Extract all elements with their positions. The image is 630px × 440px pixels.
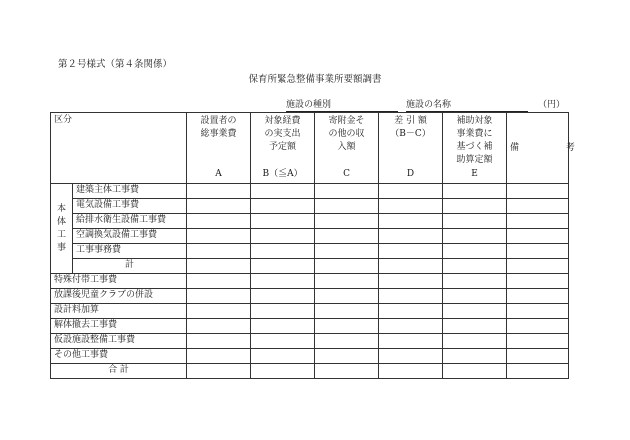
col-letter: B（≦A） (262, 169, 303, 180)
table-cell[interactable] (507, 319, 569, 334)
col-header-a (187, 113, 251, 184)
table-row (51, 289, 569, 304)
table-cell[interactable] (251, 364, 315, 379)
table-cell[interactable] (379, 199, 443, 214)
table-row (51, 274, 569, 289)
col-header-line: の実支出 (264, 129, 301, 139)
row-label: 仮設施設整備工事費 (51, 334, 187, 349)
table-cell[interactable] (251, 259, 315, 274)
budget-table (50, 112, 597, 379)
row-label: 電気設備工事費 (73, 199, 187, 214)
col-header-line: 総事業費 (200, 129, 237, 139)
table-cell[interactable] (315, 214, 379, 229)
table-cell[interactable] (187, 304, 251, 319)
table-cell[interactable] (443, 319, 507, 334)
table-cell[interactable] (251, 229, 315, 244)
col-header-remarks (507, 113, 597, 184)
category-header-label: 区分 (54, 115, 73, 125)
table-cell[interactable] (251, 334, 315, 349)
table-cell[interactable] (187, 214, 251, 229)
table-cell[interactable] (187, 259, 251, 274)
col-header-line: （B－C） (390, 129, 431, 139)
table-cell[interactable] (315, 244, 379, 259)
table-cell[interactable] (379, 304, 443, 319)
table-cell[interactable] (315, 184, 379, 199)
col-header-line: 事業費に (456, 129, 493, 139)
table-row (51, 229, 569, 244)
table-cell[interactable] (315, 259, 379, 274)
table-cell[interactable] (379, 244, 443, 259)
col-letter: C (343, 169, 350, 180)
table-cell[interactable] (315, 304, 379, 319)
unit-label: （円） (538, 100, 566, 110)
row-label: 空調換気設備工事費 (73, 229, 187, 244)
table-cell[interactable] (443, 304, 507, 319)
table-cell[interactable] (187, 319, 251, 334)
table-row (51, 319, 569, 334)
table-cell[interactable] (315, 334, 379, 349)
table-row (51, 334, 569, 349)
col-header-line: 助算定額 (456, 155, 493, 165)
col-header-line: 差 引 額 (394, 116, 427, 126)
row-label: 設計料加算 (51, 304, 187, 319)
table-cell[interactable] (443, 244, 507, 259)
table-cell[interactable] (507, 289, 569, 304)
col-header-line: 補助対象 (456, 116, 493, 126)
col-letter: E (471, 169, 478, 180)
table-cell[interactable] (507, 304, 569, 319)
table-row (51, 184, 569, 199)
table-cell[interactable] (251, 274, 315, 289)
table-cell[interactable] (315, 289, 379, 304)
group-label (51, 184, 73, 274)
table-cell[interactable] (187, 349, 251, 364)
table-cell[interactable] (507, 364, 569, 379)
table-cell[interactable] (443, 334, 507, 349)
col-header-line: 備 考 (510, 143, 597, 154)
group-label-char: 本 (57, 203, 67, 214)
col-header-c (315, 113, 379, 184)
table-cell[interactable] (187, 289, 251, 304)
table-row (51, 349, 569, 364)
col-letter: D (406, 169, 415, 180)
group-label-char: 体 (57, 216, 67, 227)
table-cell[interactable] (507, 229, 569, 244)
table-cell[interactable] (507, 349, 569, 364)
row-label: その他工事費 (51, 349, 187, 364)
table-cell[interactable] (251, 304, 315, 319)
col-header-line: 予定額 (269, 142, 297, 152)
table-cell[interactable] (187, 184, 251, 199)
table-cell[interactable] (507, 199, 569, 214)
table-cell[interactable] (379, 229, 443, 244)
facility-name-label: 施設の名称 (406, 100, 452, 110)
col-header-d (379, 113, 443, 184)
col-letter: A (215, 169, 222, 180)
group-label-char: 事 (57, 242, 67, 253)
table-cell[interactable] (443, 184, 507, 199)
total-label: 合 計 (51, 364, 187, 379)
table-cell[interactable] (187, 334, 251, 349)
table-cell[interactable] (507, 334, 569, 349)
table-cell[interactable] (379, 349, 443, 364)
row-label: 放課後児童クラブの併設 (51, 289, 187, 304)
table-cell[interactable] (315, 199, 379, 214)
col-header-line: 入額 (337, 142, 356, 152)
table-cell[interactable] (251, 349, 315, 364)
table-cell[interactable] (187, 364, 251, 379)
row-label: 建築主体工事費 (73, 184, 187, 199)
table-cell[interactable] (507, 259, 569, 274)
table-cell[interactable] (379, 319, 443, 334)
table-cell[interactable] (251, 244, 315, 259)
table-cell[interactable] (507, 214, 569, 229)
table-cell[interactable] (379, 274, 443, 289)
table-cell[interactable] (251, 184, 315, 199)
total-row (51, 364, 569, 379)
table-row (51, 244, 569, 259)
table-cell[interactable] (187, 244, 251, 259)
table-cell[interactable] (187, 229, 251, 244)
table-row (51, 304, 569, 319)
table-cell[interactable] (315, 349, 379, 364)
table-cell[interactable] (379, 364, 443, 379)
col-header-line: 寄附金そ (328, 116, 365, 126)
facility-type-label: 施設の種別 (286, 100, 332, 110)
table-cell[interactable] (315, 274, 379, 289)
group-label-char: 工 (57, 229, 67, 240)
table-row (51, 214, 569, 229)
table-cell[interactable] (251, 289, 315, 304)
table-cell[interactable] (379, 334, 443, 349)
table-cell[interactable] (315, 229, 379, 244)
row-label: 工事事務費 (73, 244, 187, 259)
table-cell[interactable] (251, 214, 315, 229)
table-cell[interactable] (443, 349, 507, 364)
table-cell[interactable] (443, 289, 507, 304)
category-header (51, 113, 187, 184)
table-cell[interactable] (507, 184, 569, 199)
col-header-b (251, 113, 315, 184)
table-row (51, 199, 569, 214)
row-label: 特殊付帯工事費 (51, 274, 187, 289)
table-cell[interactable] (443, 364, 507, 379)
table-cell[interactable] (187, 274, 251, 289)
header-row (51, 113, 569, 184)
table-row (51, 259, 569, 274)
table-cell[interactable] (507, 274, 569, 289)
row-label: 給排水衛生設備工事費 (73, 214, 187, 229)
table-cell[interactable] (443, 199, 507, 214)
row-label-subtotal: 計 (73, 259, 187, 274)
table-cell[interactable] (379, 184, 443, 199)
table-cell[interactable] (379, 214, 443, 229)
table-cell[interactable] (187, 199, 251, 214)
table-cell[interactable] (251, 319, 315, 334)
table-cell[interactable] (507, 244, 569, 259)
col-header-e (443, 113, 507, 184)
form-number: 第２号様式（第４条関係） (58, 59, 173, 70)
table-cell[interactable] (443, 214, 507, 229)
row-label: 解体撤去工事費 (51, 319, 187, 334)
table-cell[interactable] (315, 364, 379, 379)
table-cell[interactable] (315, 319, 379, 334)
col-header-line: の他の収 (328, 129, 365, 139)
table-cell[interactable] (443, 259, 507, 274)
col-header-line: 設置者の (200, 116, 237, 126)
table-cell[interactable] (443, 274, 507, 289)
table-cell[interactable] (443, 229, 507, 244)
table-cell[interactable] (379, 289, 443, 304)
col-header-line: 対象経費 (264, 116, 301, 126)
document-title: 保育所緊急整備事業所要額調書 (248, 74, 382, 85)
table-cell[interactable] (379, 259, 443, 274)
table-cell[interactable] (251, 199, 315, 214)
col-header-line: 基づく補 (456, 142, 493, 152)
